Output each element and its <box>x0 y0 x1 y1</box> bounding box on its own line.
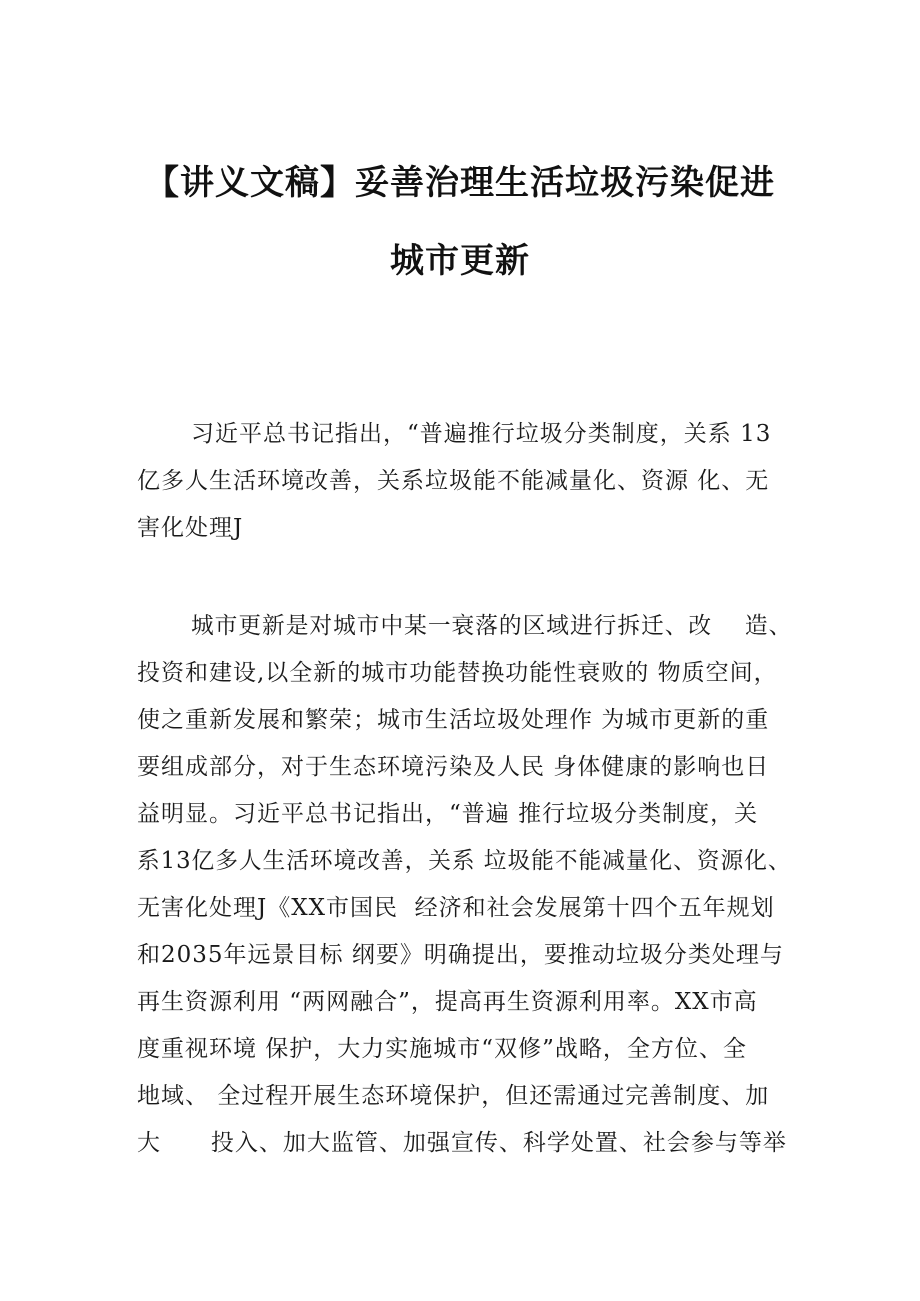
paragraph-2-line: 投资和建设,以全新的城市功能替换功能性衰败的 物质空间， <box>137 660 778 686</box>
paragraph-2-line: 再生资源利用 “两网融合”，提高再生资源利用率。XX市高 <box>137 989 758 1015</box>
paragraph-1-line: 亿多人生活环境改善，关系垃圾能不能减量化、资源 化、无 <box>137 468 770 494</box>
document-title-line-2: 城市更新 <box>390 241 530 281</box>
paragraph-2-line: 大 投入、加大监管、加强宣传、科学处置、社会参与等举 <box>137 1130 787 1156</box>
paragraph-2-line: 无害化处理J《XX市国民 经济和社会发展第十四个五年规划 <box>137 895 775 921</box>
paragraph-2-line: 系13亿多人生活环境改善，关系 垃圾能不能减量化、资源化、 <box>137 848 792 874</box>
paragraph-2-line: 和2035年远景目标 纲要》明确提出，要推动垃圾分类处理与 <box>137 942 784 968</box>
paragraph-2-line: 城市更新是对城市中某一衰落的区域进行拆迁、改 造、 <box>191 613 793 639</box>
paragraph-2-line: 度重视环境 保护，大力实施城市“双修”战略，全方位、全 <box>137 1036 747 1062</box>
document-title-line-1: 【讲义文稿】妥善治理生活垃圾污染促进 <box>145 163 775 203</box>
paragraph-2-line: 要组成部分，对于生态环境污染及人民 身体健康的影响也日 <box>137 754 770 780</box>
paragraph-2-line: 益明显。习近平总书记指出，“普遍 推行垃圾分类制度，关 <box>137 801 759 827</box>
paragraph-1-line: 害化处理J <box>137 515 244 541</box>
paragraph-2-line: 使之重新发展和繁荣；城市生活垃圾处理作 为城市更新的重 <box>137 707 770 733</box>
paragraph-1-line: 习近平总书记指出，“普遍推行垃圾分类制度，关系 13 <box>191 421 772 447</box>
paragraph-2-line: 地域、 全过程开展生态环境保护，但还需通过完善制度、加 <box>137 1083 770 1109</box>
